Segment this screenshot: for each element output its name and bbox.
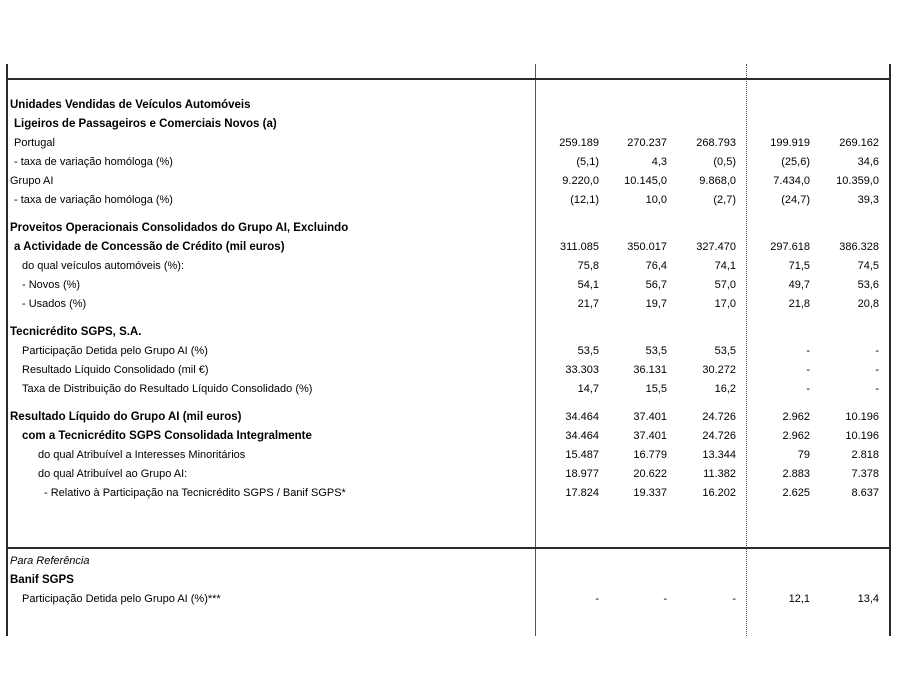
section-heading-row [0,115,900,134]
cell-value: 14,7 [577,383,599,395]
cell-value: 12,1 [788,593,810,605]
cell-value: (12,1) [570,194,599,206]
cell-value: 350.017 [627,241,667,253]
table-row [0,172,900,191]
cell-value: - [806,364,810,376]
cell-value: - [875,383,879,395]
table-row [0,380,900,399]
cell-value: 2.962 [782,430,810,442]
cell-value: (5,1) [576,156,599,168]
section-heading-row [0,552,900,571]
cell-value: 53,6 [857,279,879,291]
cell-value: 39,3 [857,194,879,206]
cell-value: 36.131 [633,364,667,376]
cell-value: 17.824 [565,487,599,499]
row-label: Resultado Líquido Consolidado (mil €) [22,364,209,376]
row-label: Resultado Líquido do Grupo AI (mil euros) [10,411,242,423]
cell-value: - [875,364,879,376]
cell-value: 53,5 [577,345,599,357]
cell-value: 327.470 [696,241,736,253]
cell-value: 4,3 [651,156,667,168]
table-row [0,590,900,609]
cell-value: (25,6) [781,156,810,168]
row-label: - Relativo à Participação na Tecnicrédito SGPS / Banif SGPS* [44,487,346,499]
table-row [0,427,900,446]
cell-value: 7.434,0 [773,175,810,187]
cell-value: 57,0 [714,279,736,291]
table-row [0,465,900,484]
cell-value: 2.818 [851,449,879,461]
cell-value: 16.779 [633,449,667,461]
table-row [0,153,900,172]
cell-value: 76,4 [645,260,667,272]
cell-value: 10,0 [645,194,667,206]
cell-value: 75,8 [577,260,599,272]
table-row [0,408,900,427]
table-row [0,191,900,210]
cell-value: 53,5 [714,345,736,357]
cell-value: 311.085 [560,241,599,253]
row-label: com a Tecnicrédito SGPS Consolidada Integralmente [22,430,312,442]
cell-value: 13.344 [702,449,736,461]
cell-value: 37.401 [633,411,667,423]
cell-value: 2.962 [782,411,810,423]
section-heading-row [0,571,900,590]
cell-value: 9.220,0 [562,175,599,187]
section-heading-row [0,323,900,342]
row-label: do qual Atribuível ao Grupo AI: [38,468,188,480]
cell-value: 10.196 [845,411,879,423]
cell-value: 15.487 [565,449,599,461]
cell-value: 30.272 [702,364,736,376]
cell-value: 199.919 [770,137,810,149]
table-row [0,134,900,153]
cell-value: 71,5 [788,260,810,272]
table-row [0,238,900,257]
cell-value: 11.382 [703,468,736,480]
table-row [0,446,900,465]
cell-value: 8.637 [851,487,879,499]
cell-value: 270.237 [627,137,667,149]
row-label: Ligeiros de Passageiros e Comerciais Novos (a) [14,118,277,130]
cell-value: 386.328 [839,241,879,253]
top-rule [6,78,891,80]
section-rule [6,547,891,549]
cell-value: 10.196 [845,430,879,442]
cell-value: 16.202 [702,487,736,499]
cell-value: 297.618 [770,241,810,253]
cell-value: - [806,345,810,357]
cell-value: 34.464 [565,411,599,423]
row-label: Banif SGPS [10,574,74,586]
cell-value: 7.378 [851,468,879,480]
cell-value: 21,7 [577,298,599,310]
cell-value: 54,1 [577,279,599,291]
row-label: do qual Atribuível a Interesses Minoritários [38,449,246,461]
cell-value: 74,5 [857,260,879,272]
cell-value: 56,7 [645,279,667,291]
cell-value: - [732,593,736,605]
table-row [0,342,900,361]
cell-value: 18.977 [565,468,599,480]
cell-value: 268.793 [696,137,736,149]
cell-value: 13,4 [857,593,879,605]
row-label: - taxa de variação homóloga (%) [14,194,173,206]
row-label: a Actividade de Concessão de Crédito (mil euros) [14,241,285,253]
table-row [0,361,900,380]
cell-value: 34,6 [857,156,879,168]
cell-value: 10.145,0 [624,175,667,187]
cell-value: (0,5) [713,156,736,168]
row-label: do qual veículos automóveis (%): [22,260,185,272]
cell-value: 19.337 [633,487,667,499]
row-label: Proveitos Operacionais Consolidados do Grupo AI, Excluindo [10,222,349,234]
cell-value: (2,7) [713,194,736,206]
cell-value: 37.401 [633,430,667,442]
row-label: Para Referência [10,555,90,567]
table-row [0,295,900,314]
cell-value: 9.868,0 [699,175,736,187]
cell-value: 74,1 [714,260,736,272]
cell-value: - [875,345,879,357]
cell-value: 24.726 [702,430,736,442]
section-heading-row [0,96,900,115]
row-label: Tecnicrédito SGPS, S.A. [10,326,142,338]
cell-value: 49,7 [788,279,810,291]
table-row [0,276,900,295]
cell-value: 10.359,0 [836,175,879,187]
table-row [0,257,900,276]
cell-value: 33.303 [565,364,599,376]
cell-value: 20.622 [633,468,667,480]
row-label: Taxa de Distribuição do Resultado Líquido Consolidado (%) [22,383,313,395]
cell-value: - [806,383,810,395]
cell-value: 79 [797,449,810,461]
cell-value: 269.162 [839,137,879,149]
cell-value: 2.625 [782,487,810,499]
cell-value: 17,0 [714,298,736,310]
cell-value: 16,2 [714,383,736,395]
cell-value: 19,7 [645,298,667,310]
cell-value: - [595,593,599,605]
cell-value: 53,5 [645,345,667,357]
row-label: - taxa de variação homóloga (%) [14,156,173,168]
cell-value: 24.726 [702,411,736,423]
cell-value: 259.189 [559,137,599,149]
row-label: Grupo AI [10,175,54,187]
table-row [0,484,900,503]
row-label: - Usados (%) [22,298,87,310]
cell-value: 15,5 [645,383,667,395]
cell-value: 2.883 [782,468,810,480]
section-heading-row [0,219,900,238]
row-label: Unidades Vendidas de Veículos Automóveis [10,99,251,111]
cell-value: 21,8 [788,298,810,310]
row-label: Portugal [14,137,55,149]
row-label: Participação Detida pelo Grupo AI (%)*** [22,593,221,605]
row-label: - Novos (%) [22,279,81,291]
cell-value: 34.464 [565,430,599,442]
cell-value: 20,8 [857,298,879,310]
cell-value: - [663,593,667,605]
cell-value: (24,7) [781,194,810,206]
row-label: Participação Detida pelo Grupo AI (%) [22,345,208,357]
